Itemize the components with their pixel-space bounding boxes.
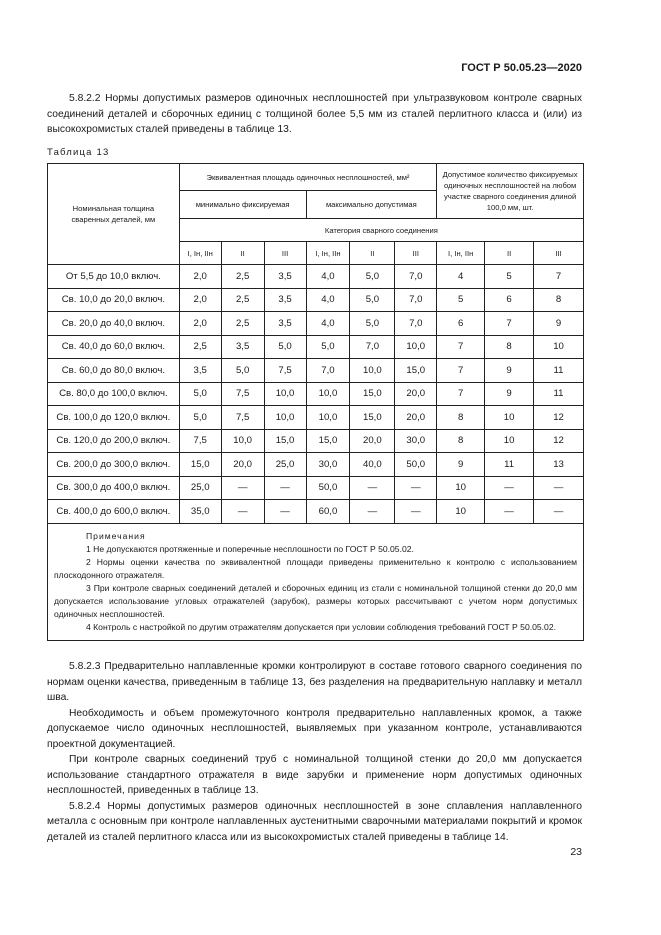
table-cell: 3,5 — [179, 359, 221, 383]
table-cell: — — [534, 476, 584, 500]
header-category: Категория сварного соединения — [179, 219, 583, 242]
table-cell: — — [221, 476, 264, 500]
table-cell: 6 — [437, 312, 485, 336]
table-cell: — — [264, 476, 306, 500]
table-cell: 15,0 — [395, 359, 437, 383]
table-cell: 7,5 — [179, 429, 221, 453]
table-cell: — — [264, 500, 306, 524]
table-cell: 2,0 — [179, 265, 221, 289]
table-cell: 15,0 — [350, 382, 395, 406]
intro-text: 5.8.2.2 Нормы допустимых размеров одиночных несплошностей при ультразвуковом контроле сварных соединений деталей и сборочных единиц с толщиной более 5,5 мм из сталей перлитного класса и (или) из высокохромистых сталей приведены в таблице 13. — [47, 93, 582, 135]
table-cell: 15,0 — [264, 429, 306, 453]
category-label: II — [221, 242, 264, 265]
table-cell: 15,0 — [179, 453, 221, 477]
table-cell: 10 — [437, 500, 485, 524]
table-cell: 10,0 — [264, 406, 306, 430]
table-cell: 2,0 — [179, 312, 221, 336]
table-cell: 30,0 — [395, 429, 437, 453]
table-cell: 12 — [534, 429, 584, 453]
table-row — [48, 265, 584, 289]
table-cell: 7 — [534, 265, 584, 289]
row-thickness-cell: Св. 400,0 до 600,0 включ. — [48, 500, 180, 524]
table-cell: 2,0 — [179, 288, 221, 312]
table-cell: 5 — [485, 265, 534, 289]
table-cell: — — [395, 500, 437, 524]
row-thickness-cell: Св. 60,0 до 80,0 включ. — [48, 359, 180, 383]
table-cell: 5,0 — [179, 406, 221, 430]
table-cell: 9 — [485, 359, 534, 383]
table-cell: 10 — [485, 429, 534, 453]
paragraph: 5.8.2.3 Предварительно наплавленные кромки контролируют в составе готового сварного соединения по нормам оценки качества, приведенным в таблице 13, без разделения на предварительную наплавку и металл шва. — [47, 661, 582, 703]
table-cell: 20,0 — [221, 453, 264, 477]
row-thickness-cell: Св. 300,0 до 400,0 включ. — [48, 476, 180, 500]
table-cell: 50,0 — [395, 453, 437, 477]
table-cell: 15,0 — [306, 429, 350, 453]
category-label: III — [395, 242, 437, 265]
table-cell: 2,5 — [221, 288, 264, 312]
page-number: 23 — [570, 846, 582, 858]
table-cell: 7,0 — [306, 359, 350, 383]
table-cell: 8 — [437, 406, 485, 430]
table-cell: 10 — [437, 476, 485, 500]
row-thickness-cell: Св. 10,0 до 20,0 включ. — [48, 288, 180, 312]
table-cell: 5,0 — [306, 335, 350, 359]
table-cell: 5,0 — [350, 265, 395, 289]
table-cell: 8 — [485, 335, 534, 359]
table-cell: 5,0 — [350, 312, 395, 336]
table-row — [48, 359, 584, 383]
row-thickness-cell: Св. 120,0 до 200,0 включ. — [48, 429, 180, 453]
header-max: максимально допустимая — [306, 191, 437, 219]
table-row — [48, 335, 584, 359]
table-cell: 8 — [437, 429, 485, 453]
paragraph: Необходимость и объем промежуточного контроля предварительно наплавленных кромок, а также допускаемое число одиночных несплошностей, выявляемых при указанном контроле, устанавливаются проектной документацией. — [47, 707, 582, 750]
row-thickness-cell: От 5,5 до 10,0 включ. — [48, 265, 180, 289]
table-cell: 2,5 — [221, 312, 264, 336]
table-cell: 5 — [437, 288, 485, 312]
note-item: 1 Не допускаются протяженные и поперечные несплошности по ГОСТ Р 50.05.02. — [86, 543, 414, 554]
table-cell: 12 — [534, 406, 584, 430]
table-cell: 10,0 — [264, 382, 306, 406]
table-cell: 35,0 — [179, 500, 221, 524]
category-label: I, Iн, IIн — [306, 242, 350, 265]
row-thickness-cell: Св. 80,0 до 100,0 включ. — [48, 382, 180, 406]
document-header: ГОСТ Р 50.05.23—2020 — [461, 62, 582, 74]
table-cell: — — [534, 500, 584, 524]
table-cell: 7 — [437, 335, 485, 359]
header-count: Допустимое количество фиксируемых одиночных несплошностей на любом участке сварного соединения длиной 100,0 мм, шт. — [437, 164, 584, 219]
table-cell: 5,0 — [221, 359, 264, 383]
table-cell: 7,0 — [350, 335, 395, 359]
row-thickness-cell: Св. 40,0 до 60,0 включ. — [48, 335, 180, 359]
table-cell: 7,0 — [395, 265, 437, 289]
table-notes — [48, 523, 584, 640]
table-row — [48, 406, 584, 430]
category-label: II — [350, 242, 395, 265]
table-row — [48, 312, 584, 336]
table-row — [48, 382, 584, 406]
table-cell: 13 — [534, 453, 584, 477]
table-cell: 11 — [485, 453, 534, 477]
table-cell: 30,0 — [306, 453, 350, 477]
table-row — [48, 288, 584, 312]
header-area: Эквивалентная площадь одиночных несплошностей, мм² — [179, 164, 436, 191]
table-cell: 3,5 — [221, 335, 264, 359]
header-min: минимально фиксируемая — [179, 191, 306, 219]
table-row — [48, 500, 584, 524]
table-cell: 9 — [485, 382, 534, 406]
table-cell: 10 — [534, 335, 584, 359]
paragraph: 5.8.2.4 Нормы допустимых размеров одиночных несплошностей в зоне сплавления наплавленного металла с основным при контроле наплавленных аустенитными сварочными материалами покрытий и кромок деталей из сталей перлитного класса или из высокохромистых сталей приведены в таблице 14. — [47, 800, 582, 843]
note-item: 2 Нормы оценки качества по эквивалентной площади приведены применительно к контролю с использованием плоскодонного отражателя. — [54, 556, 577, 580]
table-cell: 11 — [534, 382, 584, 406]
table-cell: 5,0 — [179, 382, 221, 406]
table-cell: — — [485, 476, 534, 500]
category-label: III — [534, 242, 584, 265]
table-cell: 8 — [534, 288, 584, 312]
table-cell: 2,5 — [221, 265, 264, 289]
category-label: I, Iн, IIн — [179, 242, 221, 265]
table-cell: 10,0 — [221, 429, 264, 453]
table-cell: 3,5 — [264, 312, 306, 336]
table-cell: 50,0 — [306, 476, 350, 500]
table-row — [48, 453, 584, 477]
table-cell: 3,5 — [264, 265, 306, 289]
table-cell: 25,0 — [264, 453, 306, 477]
row-thickness-cell: Св. 20,0 до 40,0 включ. — [48, 312, 180, 336]
table-cell: 5,0 — [350, 288, 395, 312]
table-cell: 7,0 — [395, 288, 437, 312]
table-cell: 10,0 — [395, 335, 437, 359]
table-cell: — — [485, 500, 534, 524]
category-label: III — [264, 242, 306, 265]
table-cell: 40,0 — [350, 453, 395, 477]
table-row — [48, 429, 584, 453]
table-cell: 4 — [437, 265, 485, 289]
table-cell: 4,0 — [306, 312, 350, 336]
category-label: II — [485, 242, 534, 265]
table-cell: 7,5 — [264, 359, 306, 383]
paragraph: При контроле сварных соединений труб с номинальной толщиной стенки до 20,0 мм допускается использование стандартного отражателя в виде зарубки и применение норм допустимых одиночных несплошностей, приведенных в таблице 13. — [47, 754, 582, 796]
table-cell: 10,0 — [306, 382, 350, 406]
table-cell: 7,5 — [221, 382, 264, 406]
header-thickness: Номинальная толщина сваренных деталей, мм — [48, 164, 180, 265]
row-thickness-cell: Св. 200,0 до 300,0 включ. — [48, 453, 180, 477]
table-cell: 7,5 — [221, 406, 264, 430]
table-cell: — — [350, 500, 395, 524]
category-label: I, Iн, IIн — [437, 242, 485, 265]
table-cell: 15,0 — [350, 406, 395, 430]
table-cell: 5,0 — [264, 335, 306, 359]
table-caption: Таблица 13 — [47, 147, 110, 158]
table-cell: 60,0 — [306, 500, 350, 524]
note-item: 4 Контроль с настройкой по другим отражателям допускается при условии соблюдения требований ГОСТ Р 50.05.02. — [86, 621, 556, 632]
table-cell: 7 — [437, 359, 485, 383]
table-cell: 11 — [534, 359, 584, 383]
table-row — [48, 476, 584, 500]
table-cell: 2,5 — [179, 335, 221, 359]
table-cell: — — [221, 500, 264, 524]
intro-paragraph — [47, 91, 582, 138]
table-cell: 9 — [534, 312, 584, 336]
table-cell: 20,0 — [395, 382, 437, 406]
table-cell: 7 — [485, 312, 534, 336]
table-cell: 10,0 — [350, 359, 395, 383]
table-cell: 6 — [485, 288, 534, 312]
table-cell: 7,0 — [395, 312, 437, 336]
body-text — [47, 659, 582, 845]
table-cell: 10,0 — [306, 406, 350, 430]
table-cell: — — [350, 476, 395, 500]
row-thickness-cell: Св. 100,0 до 120,0 включ. — [48, 406, 180, 430]
table-cell: 10 — [485, 406, 534, 430]
data-table — [47, 163, 584, 641]
table-cell: 4,0 — [306, 288, 350, 312]
table-cell: — — [395, 476, 437, 500]
table-cell: 20,0 — [395, 406, 437, 430]
table-cell: 25,0 — [179, 476, 221, 500]
table-cell: 7 — [437, 382, 485, 406]
table-cell: 20,0 — [350, 429, 395, 453]
note-item: 3 При контроле сварных соединений деталей и сборочных единиц из стали с номинальной толщиной стенки до 20,0 мм допускается использование угловых отражателей (зарубок), размеры которых рассчитывают с учетом норм допустимых одиночных несплошностей. — [54, 582, 577, 619]
table-cell: 9 — [437, 453, 485, 477]
table-cell: 4,0 — [306, 265, 350, 289]
table-cell: 3,5 — [264, 288, 306, 312]
notes-title: Примечания — [86, 530, 146, 541]
